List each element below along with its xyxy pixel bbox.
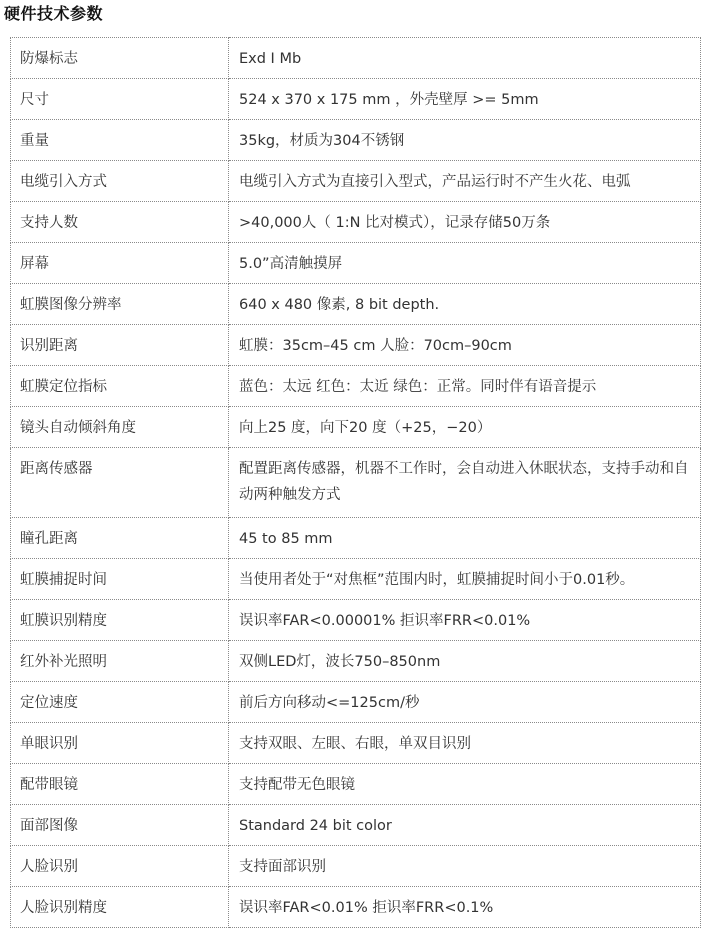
table-row	[11, 846, 701, 887]
spec-value: Standard 24 bit color	[229, 805, 701, 846]
spec-value: 前后方向移动<=125cm/秒	[229, 682, 701, 723]
spec-label: 虹膜识别精度	[11, 600, 229, 641]
table-row	[11, 366, 701, 407]
spec-label: 尺寸	[11, 79, 229, 120]
spec-label: 配带眼镜	[11, 764, 229, 805]
spec-label: 识别距离	[11, 325, 229, 366]
table-row	[11, 518, 701, 559]
spec-label: 人脸识别精度	[11, 887, 229, 928]
spec-label: 虹膜定位指标	[11, 366, 229, 407]
spec-label: 防爆标志	[11, 38, 229, 79]
spec-value: 640 x 480 像素, 8 bit depth.	[229, 284, 701, 325]
spec-value: 配置距离传感器，机器不工作时，会自动进入休眠状态，支持手动和自动两种触发方式	[229, 448, 701, 518]
spec-value: 虹膜：35cm–45 cm 人脸：70cm–90cm	[229, 325, 701, 366]
spec-label: 虹膜捕捉时间	[11, 559, 229, 600]
spec-value: 当使用者处于“对焦框”范围内时，虹膜捕捉时间小于0.01秒。	[229, 559, 701, 600]
spec-value: Exd I Mb	[229, 38, 701, 79]
spec-label: 红外补光照明	[11, 641, 229, 682]
table-row	[11, 161, 701, 202]
table-row	[11, 202, 701, 243]
table-row	[11, 284, 701, 325]
spec-value: 支持双眼、左眼、右眼，单双目识别	[229, 723, 701, 764]
spec-value: 误识率FAR<0.01% 拒识率FRR<0.1%	[229, 887, 701, 928]
spec-value: >40,000人（ 1:N 比对模式），记录存储50万条	[229, 202, 701, 243]
spec-value: 支持面部识别	[229, 846, 701, 887]
table-row	[11, 79, 701, 120]
table-row	[11, 600, 701, 641]
spec-value: 双侧LED灯，波长750–850nm	[229, 641, 701, 682]
spec-label: 距离传感器	[11, 448, 229, 518]
spec-label: 屏幕	[11, 243, 229, 284]
spec-value: 蓝色：太远 红色：太近 绿色：正常。同时伴有语音提示	[229, 366, 701, 407]
spec-label: 镜头自动倾斜角度	[11, 407, 229, 448]
spec-label: 虹膜图像分辨率	[11, 284, 229, 325]
table-row	[11, 407, 701, 448]
spec-label: 瞳孔距离	[11, 518, 229, 559]
spec-value: 45 to 85 mm	[229, 518, 701, 559]
table-row	[11, 641, 701, 682]
table-row	[11, 682, 701, 723]
table-row	[11, 38, 701, 79]
page-title: 硬件技术参数	[4, 4, 104, 23]
spec-value: 524 x 370 x 175 mm ，外壳壁厚 >= 5mm	[229, 79, 701, 120]
spec-value: 向上25 度，向下20 度（+25，−20）	[229, 407, 701, 448]
table-row	[11, 325, 701, 366]
table-row	[11, 559, 701, 600]
spec-value: 误识率FAR<0.00001% 拒识率FRR<0.01%	[229, 600, 701, 641]
table-row	[11, 120, 701, 161]
spec-value: 5.0”高清触摸屏	[229, 243, 701, 284]
spec-label: 重量	[11, 120, 229, 161]
table-row	[11, 448, 701, 518]
spec-label: 电缆引入方式	[11, 161, 229, 202]
spec-table	[10, 37, 701, 928]
spec-label: 单眼识别	[11, 723, 229, 764]
table-row	[11, 764, 701, 805]
spec-label: 定位速度	[11, 682, 229, 723]
spec-value: 35kg，材质为304不锈钢	[229, 120, 701, 161]
spec-label: 人脸识别	[11, 846, 229, 887]
spec-value: 支持配带无色眼镜	[229, 764, 701, 805]
spec-label: 面部图像	[11, 805, 229, 846]
table-row	[11, 887, 701, 928]
spec-label: 支持人数	[11, 202, 229, 243]
spec-value: 电缆引入方式为直接引入型式，产品运行时不产生火花、电弧	[229, 161, 701, 202]
table-row	[11, 805, 701, 846]
table-row	[11, 723, 701, 764]
table-row	[11, 243, 701, 284]
